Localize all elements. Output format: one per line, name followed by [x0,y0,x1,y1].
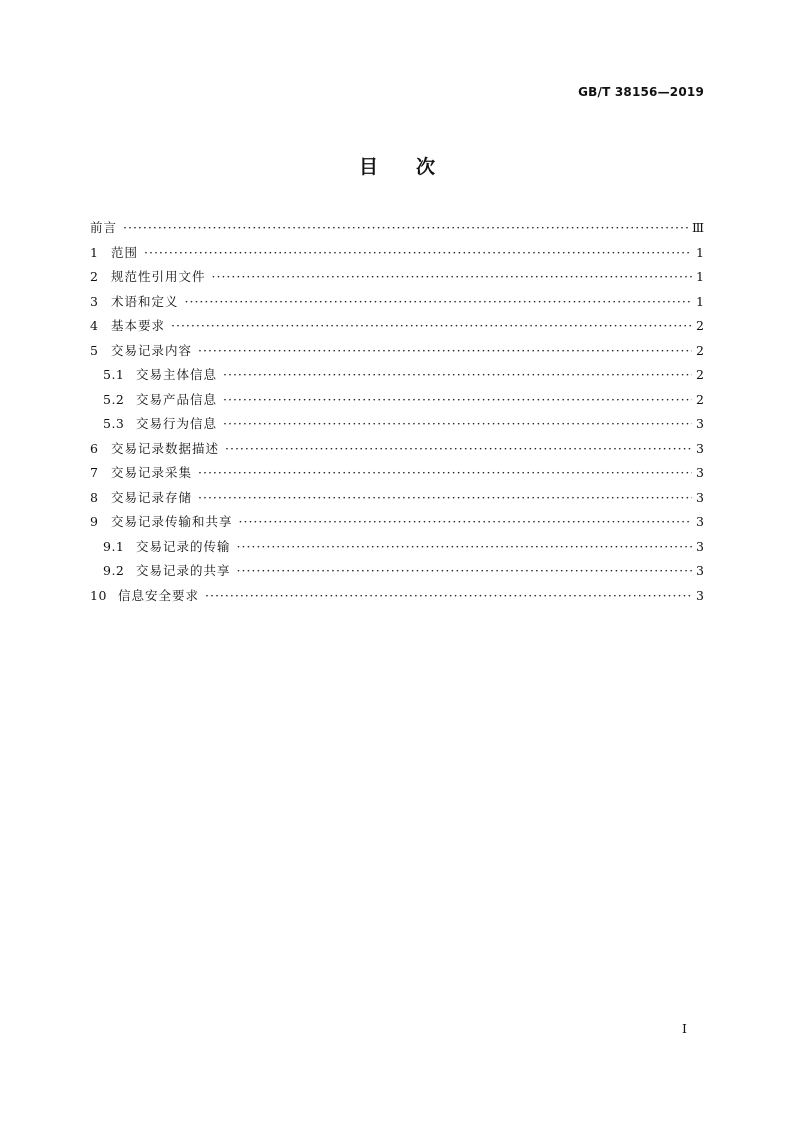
toc-entry-number: 4 [90,318,99,333]
toc-entry-title: 交易主体信息 [136,367,218,382]
toc-entry-title: 交易记录采集 [111,465,193,480]
toc-leader [225,437,692,462]
toc-entry-page: 3 [696,489,704,505]
toc-entry-page: 3 [696,538,704,554]
toc-entry-4[interactable] [90,314,704,339]
toc-entry-page: 3 [696,587,704,603]
standard-number: GB/T 38156—2019 [578,85,704,99]
toc-leader [171,314,692,339]
toc-leader [239,510,692,535]
toc-entry-page: 1 [696,244,704,260]
toc-entry-page: 2 [696,367,704,382]
toc-entry-page: Ⅲ [691,220,704,235]
toc-entry-page: 1 [696,269,704,284]
toc-leader [223,363,692,388]
toc-entry-number: 5.3 [103,416,125,431]
toc-entry-number: 6 [90,440,99,456]
toc-entry-8[interactable] [90,486,704,511]
toc-entry-page: 2 [696,391,704,407]
toc-entry-title: 信息安全要求 [118,587,200,603]
toc-entry-title: 规范性引用文件 [111,269,206,284]
toc-entry-page: 3 [696,465,704,480]
toc-entry-number: 8 [90,489,99,505]
toc-entry-number: 5 [90,342,99,358]
toc-leader [144,241,692,266]
toc-entry-number: 1 [90,244,99,260]
toc-leader [198,339,692,364]
toc-entry-3[interactable] [90,290,704,315]
toc-entry-title: 交易记录的传输 [136,538,231,554]
toc-leader [123,216,688,241]
toc-entry-page: 2 [696,318,704,333]
toc-entry-7[interactable] [90,461,704,486]
toc-entry-number: 9 [90,514,99,529]
toc-entry-5-3[interactable] [90,412,704,437]
toc-entry-9-2[interactable] [90,559,704,584]
toc-entry-6[interactable] [90,437,704,462]
toc-leader [198,461,692,486]
toc-entry-page: 3 [696,416,704,431]
toc-entry-page: 3 [696,514,704,529]
toc-entry-page: 1 [696,293,704,309]
toc-entry-number: 5.1 [103,367,125,382]
toc-entry-5-1[interactable] [90,363,704,388]
toc-leader [205,584,692,609]
toc-leader [237,559,692,584]
page-number: I [682,1021,687,1036]
toc-entry-5-2[interactable] [90,388,704,413]
toc-leader [223,412,692,437]
toc-entry-1[interactable] [90,241,704,266]
page-title: 目次 [358,156,473,178]
toc-entry-title: 前言 [90,220,118,235]
toc-leader [198,486,692,511]
toc-entry-title: 交易记录存储 [111,489,193,505]
toc-entry-number: 10 [90,587,107,603]
table-of-contents [90,216,704,608]
toc-entry-page: 3 [696,563,704,578]
toc-entry-5[interactable] [90,339,704,364]
toc-entry-10[interactable] [90,584,704,609]
toc-entry-9[interactable] [90,510,704,535]
toc-entry-title: 基本要求 [111,318,166,333]
toc-entry-2[interactable] [90,265,704,290]
toc-entry-number: 2 [90,269,99,284]
toc-entry-page: 3 [696,440,704,456]
toc-leader [212,265,692,290]
toc-entry-title: 交易记录的共享 [136,563,231,578]
toc-entry-title: 范围 [111,244,139,260]
toc-entry-title: 交易记录数据描述 [111,440,220,456]
toc-entry-number: 5.2 [103,391,125,407]
toc-leader [185,290,692,315]
toc-entry-title: 交易记录内容 [111,342,193,358]
toc-entry-title: 术语和定义 [111,293,179,309]
toc-leader [223,388,692,413]
toc-entry-number: 7 [90,465,99,480]
toc-entry-number: 9.1 [103,538,125,554]
toc-entry-title: 交易行为信息 [136,416,218,431]
toc-entry-title: 交易产品信息 [136,391,218,407]
toc-entry-foreword[interactable] [90,216,704,241]
toc-entry-9-1[interactable] [90,535,704,560]
toc-entry-page: 2 [696,342,704,358]
toc-leader [237,535,692,560]
toc-entry-title: 交易记录传输和共享 [111,514,233,529]
toc-entry-number: 9.2 [103,563,125,578]
toc-entry-number: 3 [90,293,99,309]
